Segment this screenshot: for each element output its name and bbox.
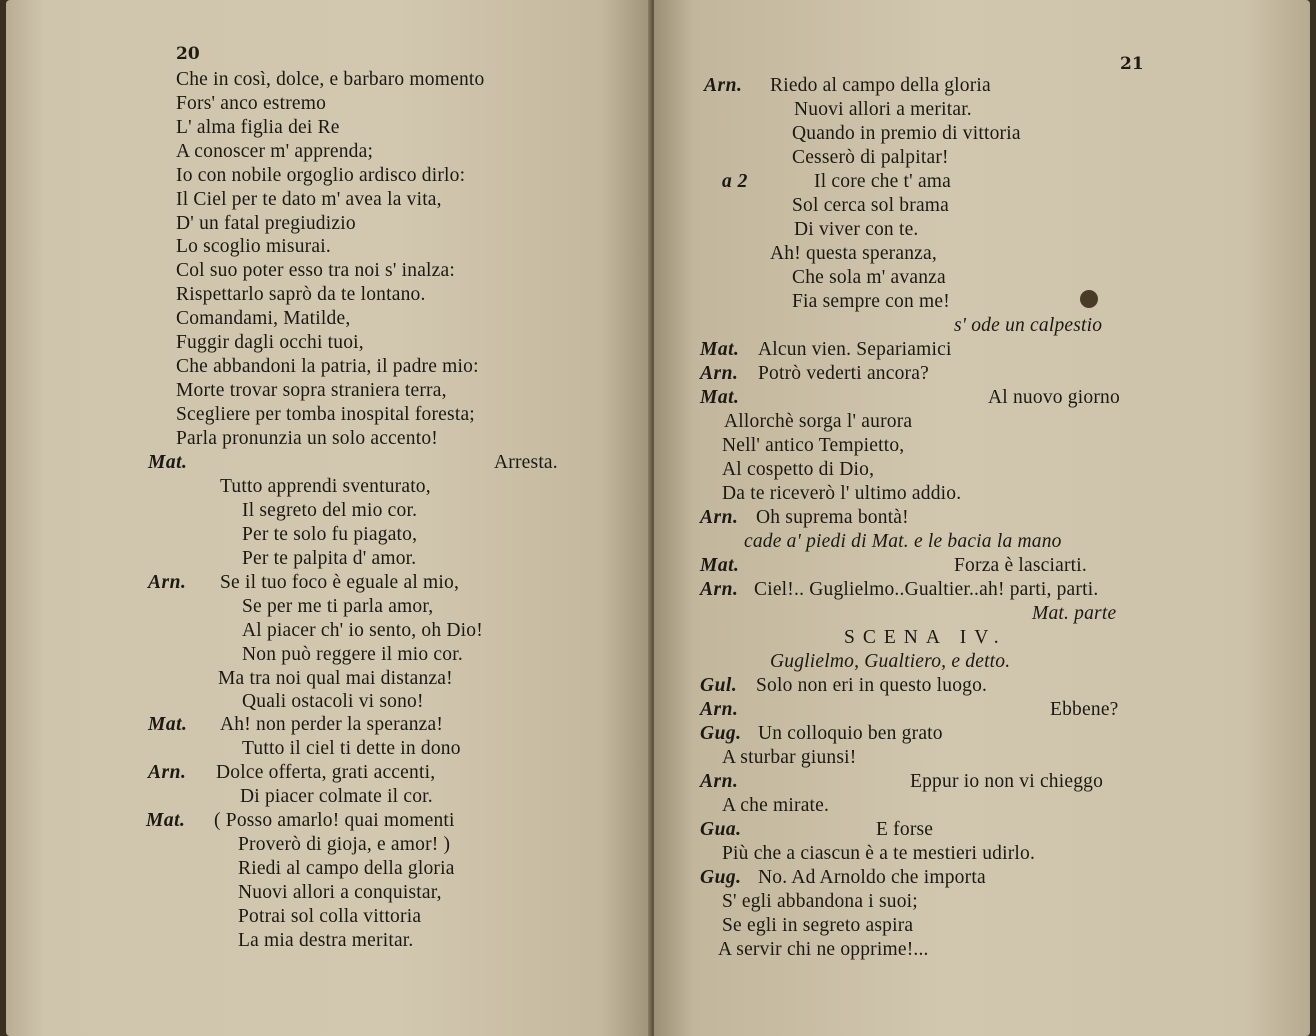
text-line: D' un fatal pregiudizio: [176, 213, 356, 234]
text-line: Ah! non perder la speranza!: [220, 714, 444, 735]
text-line: Da te riceverò l' ultimo addio.: [722, 483, 962, 504]
text-line: Rispettarlo saprò da te lontano.: [176, 284, 426, 305]
speaker-label: Mat.: [148, 452, 188, 473]
text-line: Proverò di gioja, e amor! ): [238, 834, 451, 855]
text-line: Ma tra noi qual mai distanza!: [218, 668, 453, 689]
text-line: Quali ostacoli vi sono!: [242, 691, 424, 712]
text-line: Più che a ciascun è a te mestieri udirlo.: [722, 843, 1036, 864]
speaker-label: Gul.: [700, 675, 738, 696]
speaker-label: Mat.: [700, 387, 740, 408]
text-line: Riedi al campo della gloria: [238, 858, 455, 879]
text-line: Allorchè sorga l' aurora: [724, 411, 913, 432]
speaker-label: Mat.: [700, 339, 740, 360]
text-line: Col suo poter esso tra noi s' inalza:: [176, 260, 455, 281]
scene-characters: Guglielmo, Gualtiero, e detto.: [770, 651, 1011, 672]
text-line: Fia sempre con me!: [792, 291, 950, 312]
text-line: Potrò vederti ancora?: [758, 363, 929, 384]
text-line: E forse: [876, 819, 934, 840]
text-line: Nuovi allori a meritar.: [794, 99, 972, 120]
text-line: Arresta.: [494, 452, 558, 473]
text-line: A servir chi ne opprime!...: [718, 939, 929, 960]
speaker-label: Arn.: [148, 572, 187, 593]
text-line: Forza è lasciarti.: [954, 555, 1087, 576]
text-line: Che in così, dolce, e barbaro momento: [176, 69, 485, 90]
text-line: A che mirate.: [722, 795, 830, 816]
text-line: A sturbar giunsi!: [722, 747, 857, 768]
text-line: Sol cerca sol brama: [792, 195, 950, 216]
text-line: S' egli abbandona i suoi;: [722, 891, 918, 912]
text-line: Comandami, Matilde,: [176, 308, 351, 329]
text-line: Un colloquio ben grato: [758, 723, 943, 744]
text-line: Che abbandoni la patria, il padre mio:: [176, 356, 479, 377]
text-line: Dolce offerta, grati accenti,: [216, 762, 436, 783]
text-line: Ciel!.. Guglielmo..Gualtier..ah! parti, parti.: [754, 579, 1099, 600]
stage-direction: s' ode un calpestio: [954, 315, 1103, 336]
right-page: [654, 0, 1310, 1036]
ink-stain: [1080, 290, 1098, 308]
text-line: Per te solo fu piagato,: [242, 524, 418, 545]
speaker-label: Arn.: [700, 699, 739, 720]
speaker-label: Arn.: [148, 762, 187, 783]
text-line: Ah! questa speranza,: [770, 243, 937, 264]
text-line: Per te palpita d' amor.: [242, 548, 417, 569]
text-line: Se il tuo foco è eguale al mio,: [220, 572, 460, 593]
scene-heading: SCENA IV.: [844, 627, 1007, 648]
text-line: Oh suprema bontà!: [756, 507, 909, 528]
speaker-label: Arn.: [700, 363, 739, 384]
text-line: Di piacer colmate il cor.: [240, 786, 433, 807]
text-line: A conoscer m' apprenda;: [176, 141, 374, 162]
text-line: Lo scoglio misurai.: [176, 236, 331, 257]
stage-direction: Mat. parte: [1032, 603, 1117, 624]
text-line: Il Ciel per te dato m' avea la vita,: [176, 189, 442, 210]
text-line: Se egli in segreto aspira: [722, 915, 914, 936]
speaker-label: Mat.: [146, 810, 186, 831]
text-line: Io con nobile orgoglio ardisco dirlo:: [176, 165, 466, 186]
text-line: Nuovi allori a conquistar,: [238, 882, 442, 903]
speaker-label: Arn.: [700, 579, 739, 600]
text-line: Eppur io non vi chieggo: [910, 771, 1104, 792]
text-line: La mia destra meritar.: [238, 930, 414, 951]
text-line: Morte trovar sopra straniera terra,: [176, 380, 447, 401]
speaker-label: Arn.: [704, 75, 743, 96]
speaker-label: Mat.: [148, 714, 188, 735]
page-number-left: 20: [176, 44, 200, 64]
text-line: Solo non eri in questo luogo.: [756, 675, 988, 696]
text-line: Ebbene?: [1050, 699, 1119, 720]
text-line: Se per me ti parla amor,: [242, 596, 434, 617]
text-line: Alcun vien. Separiamici: [758, 339, 952, 360]
text-line: Il core che t' ama: [814, 171, 952, 192]
text-line: No. Ad Arnoldo che importa: [758, 867, 986, 888]
left-page: [6, 0, 652, 1036]
page-number-right: 21: [1120, 54, 1144, 74]
text-line: Scegliere per tomba inospital foresta;: [176, 404, 475, 425]
text-line: Al piacer ch' io sento, oh Dio!: [242, 620, 483, 641]
text-line: Tutto apprendi sventurato,: [220, 476, 431, 497]
text-line: Al cospetto di Dio,: [722, 459, 875, 480]
speaker-label: Arn.: [700, 507, 739, 528]
text-line: Di viver con te.: [794, 219, 919, 240]
text-line: Fuggir dagli occhi tuoi,: [176, 332, 364, 353]
text-line: Al nuovo giorno: [988, 387, 1120, 408]
text-line: Parla pronunzia un solo accento!: [176, 428, 438, 449]
speaker-label: Mat.: [700, 555, 740, 576]
text-line: Il segreto del mio cor.: [242, 500, 418, 521]
text-line: Tutto il ciel ti dette in dono: [242, 738, 461, 759]
text-line: Riedo al campo della gloria: [770, 75, 991, 96]
speaker-label: Arn.: [700, 771, 739, 792]
speaker-label: Gug.: [700, 867, 742, 888]
text-line: Nell' antico Tempietto,: [722, 435, 905, 456]
text-line: Che sola m' avanza: [792, 267, 946, 288]
stage-direction: cade a' piedi di Mat. e le bacia la mano: [744, 531, 1062, 552]
speaker-label: Gua.: [700, 819, 742, 840]
text-line: Cesserò di palpitar!: [792, 147, 949, 168]
text-line: ( Posso amarlo! quai momenti: [214, 810, 455, 831]
text-line: L' alma figlia dei Re: [176, 117, 340, 138]
text-line: Non può reggere il mio cor.: [242, 644, 463, 665]
text-line: Quando in premio di vittoria: [792, 123, 1021, 144]
text-line: Fors' anco estremo: [176, 93, 327, 114]
text-line: Potrai sol colla vittoria: [238, 906, 422, 927]
speaker-label: Gug.: [700, 723, 742, 744]
speaker-label: a 2: [722, 171, 748, 192]
